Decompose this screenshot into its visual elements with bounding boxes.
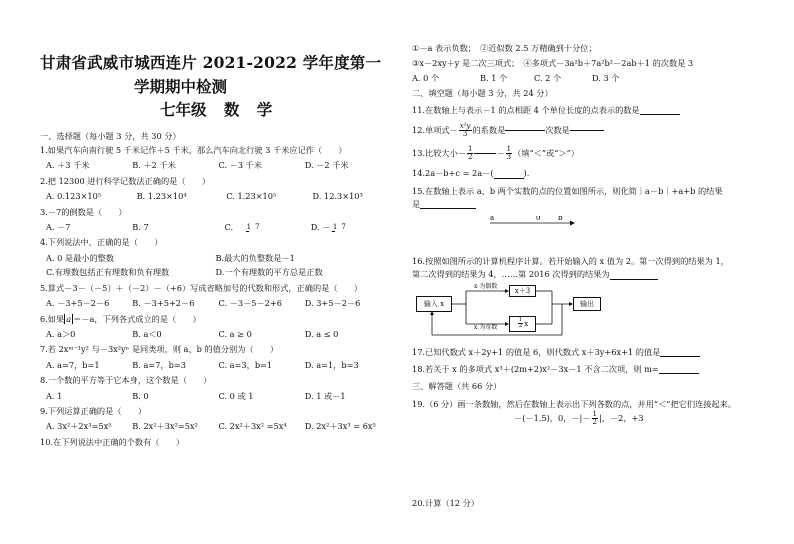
question-5: 5.算式－3－（－5）＋（－2）－（+6）写成省略加号的代数和形式，正确的是（ ） (40, 282, 363, 293)
fraction: $\frac{1}{2}$ (518, 316, 523, 330)
question-2-options (40, 192, 385, 201)
option-d: D. 1 或－1 (304, 390, 346, 401)
answer-blank (610, 279, 658, 280)
question-17: 17.已知代数式 x＋2y+1 的值是 6，则代数式 x＋3y+6x+1 的值是 (412, 348, 772, 357)
answer-blank (660, 356, 700, 357)
option-d: D. － 1 7 (310, 221, 346, 232)
flow-half-box: $\frac{1}{2}$ x (509, 316, 536, 332)
right-column (412, 43, 772, 508)
option-c: C.有理数包括正有理数和负有理数 (46, 267, 170, 278)
question-7: 7.若 2xᵐ⁻¹y² 与－3x²yⁿ 是同类项，则 a、b 的值分别为（ ） (40, 344, 279, 355)
flow-odd-label: x 为奇数 (474, 323, 498, 331)
question-9: 9.下列运算正确的是（ ） (40, 406, 147, 417)
option-b: B. 2x²＋3x²=5x² (132, 421, 198, 432)
question-19-numbers: －(－1.5)，0，－|－ $\frac{1}{2}$ |，－2，+3 (514, 410, 644, 427)
option-d: D. 2x²＋3x³ = 6x⁵ (304, 421, 376, 432)
flow-even-label: x 为偶数 (474, 282, 498, 290)
question-13: 13.比较大小－ $\frac{1}{2}$ － $\frac{1}{3}$ （填“＜”或“＞”） (412, 145, 579, 162)
question-16: 16.按照如图所示的计算机程序计算。若开始输入的 x 值为 2。第一次得到的结果为 1， (412, 255, 729, 266)
section-choice-heading: 一、选择题（每小题 3 分，共 30 分） (40, 131, 181, 142)
question-3-options (40, 223, 385, 232)
flow-plus-box: x＋3 (509, 285, 536, 297)
question-8: 8.一个数的平方等于它本身，这个数是（ ） (40, 375, 212, 386)
flow-output-box: 输出 (573, 297, 601, 311)
question-6-options (40, 330, 385, 339)
q10-statement-1: ①－a 表示负数； ②近似数 2.5 万精确到十分位； (412, 43, 597, 53)
question-15: 15.在数轴上表示 a、b 两个实数的点的位置如图所示，则化简｜a－b｜+a+b 的结果 (412, 185, 723, 196)
answer-blank (505, 130, 545, 131)
question-19: 19.（6 分）画一条数轴，然后在数轴上表示出下列各数的点，并用“＜”把它们连接起来。 (412, 398, 736, 409)
answer-blank (640, 114, 680, 115)
option-a: A. 0 是最小的整数 (46, 252, 115, 263)
question-12: 12.单项式－ $\frac{\text{x²y}}{3}$ 的系数是 次数是 (412, 123, 772, 138)
option-b: B. －3+5+2－6 (132, 298, 195, 309)
absolute-value: a (66, 313, 72, 324)
exam-title-line1: 甘肃省武威市城西连片 2021-2022 学年度第一 (40, 53, 382, 72)
q10-statement-2: ③x－2xy＋y 是二次三项式； ④多项式－3a²b＋7a²b²－2ab＋1 的次数是 3 (412, 58, 694, 69)
answer-blank (420, 208, 476, 209)
option-a: A. －7 (46, 221, 71, 232)
label-a: a (490, 216, 495, 223)
question-3: 3.－7的倒数是（ ） (40, 206, 127, 217)
question-15-cont: 是 (412, 200, 772, 209)
fraction: $\frac{1}{2}$ (467, 145, 473, 162)
question-20: 20.计算（12 分） (412, 498, 479, 508)
answer-blank (494, 178, 524, 179)
option-a: A. 3x²＋2x³=5x⁵ (46, 421, 112, 432)
answer-blank (474, 153, 496, 154)
number-line-diagram (412, 216, 772, 232)
label-zero: 0 (536, 216, 541, 223)
option-d: D. 12.3×10³ (312, 191, 363, 202)
option-b: B. 1 个 (480, 72, 508, 83)
option-c: C. 0 或 1 (218, 390, 254, 401)
option-c: C. －3 千米 (218, 160, 263, 171)
section-solve-heading: 三、解答题（共 66 分） (412, 381, 502, 392)
answer-blank (659, 373, 699, 374)
question-5-options (40, 299, 385, 308)
left-column (40, 54, 385, 453)
question-8-options (40, 392, 385, 401)
question-18: 18.若关于 x 的多项式 x³＋(2m+2)x²－3x－1 不含二次项，则 m= (412, 365, 772, 374)
question-16-cont: 第二次得到的结果为 4，……第 2016 次得到的结果为 (412, 270, 772, 279)
option-c: C. a=3，b=1 (218, 359, 273, 370)
option-d: D. －2 千米 (304, 160, 349, 171)
option-b: B.最大的负整数是－1 (215, 252, 295, 263)
option-a: A. 1 (46, 390, 63, 401)
option-a: A. 0.123×10⁵ (46, 191, 102, 202)
arrow-icon (570, 221, 575, 226)
question-2: 2.把 12300 进行科学记数法正确的是（ ） (40, 175, 211, 186)
exam-subject: 七年级 数 学 (160, 99, 273, 119)
option-b: B. 7 (132, 221, 149, 232)
option-c: C. 2x²＋3x² =5x⁴ (218, 421, 287, 432)
option-a: A. －3+5－2－6 (46, 298, 110, 309)
question-1: 1.如果汽车向南行驶 5 千米记作＋5 千米，那么汽车向北行驶 3 千米应记作（ ） (40, 144, 347, 155)
option-d: D. a=1，b=3 (304, 359, 359, 370)
flow-input-box: 输入 x (416, 296, 452, 312)
option-c: C. －3－5－2+6 (218, 298, 282, 309)
question-11: 11.在数轴上与表示－1 的点相距 4 个单位长度的点表示的数是 (412, 106, 772, 115)
question-6: 6.如果 a ＝－a，下列各式成立的是（ ） (40, 313, 201, 324)
option-d: D. 3+5－2－6 (304, 298, 361, 309)
option-d: D.一个有理数的平方总是正数 (215, 267, 323, 278)
question-4-options (40, 254, 385, 278)
option-a: A. a=7，b=1 (46, 359, 100, 370)
option-c: C. 1 7 (224, 221, 260, 232)
option-c: C. 2 个 (534, 72, 562, 83)
option-b: B. a＜0 (132, 328, 162, 339)
option-b: B. a=7，b=3 (132, 359, 186, 370)
question-1-options (40, 161, 385, 170)
option-b: B. 0 (132, 390, 149, 401)
option-a: A. 0 个 (412, 72, 440, 83)
fraction: 1 7 (332, 222, 346, 231)
question-10-options (412, 74, 772, 83)
question-14: 14.2a－b+c = 2a－( ). (412, 168, 530, 179)
option-d: D. 3 个 (592, 72, 620, 83)
fraction: 1 7 (246, 222, 260, 231)
option-b: B. 1.23×10⁴ (136, 191, 187, 202)
fraction: $\frac{\text{x²y}}{3}$ (459, 122, 471, 139)
program-flowchart (412, 282, 772, 338)
answer-blank (570, 130, 604, 131)
question-7-options (40, 361, 385, 370)
option-d: D. a ≤ 0 (304, 328, 339, 339)
label-b: b (558, 216, 563, 223)
question-9-options (40, 422, 385, 431)
question-4: 4.下列说法中，正确的是（ ） (40, 237, 163, 248)
exam-title-line2: 学期期中检测 (134, 76, 228, 96)
option-c: C. 1.23×10⁵ (226, 191, 277, 202)
option-b: B. ＋2 千米 (132, 160, 176, 171)
fraction: $\frac{1}{3}$ (506, 145, 512, 162)
section-fill-heading: 二、填空题（每小题 3 分，共 24 分） (412, 88, 553, 99)
question-10: 10.在下列说法中正确的个数有（ ） (40, 436, 185, 447)
option-a: A. ＋3 千米 (46, 160, 90, 171)
option-a: A. a＞0 (46, 328, 76, 339)
option-c: C. a ≥ 0 (218, 328, 252, 339)
fraction: $\frac{1}{2}$ (592, 410, 597, 427)
